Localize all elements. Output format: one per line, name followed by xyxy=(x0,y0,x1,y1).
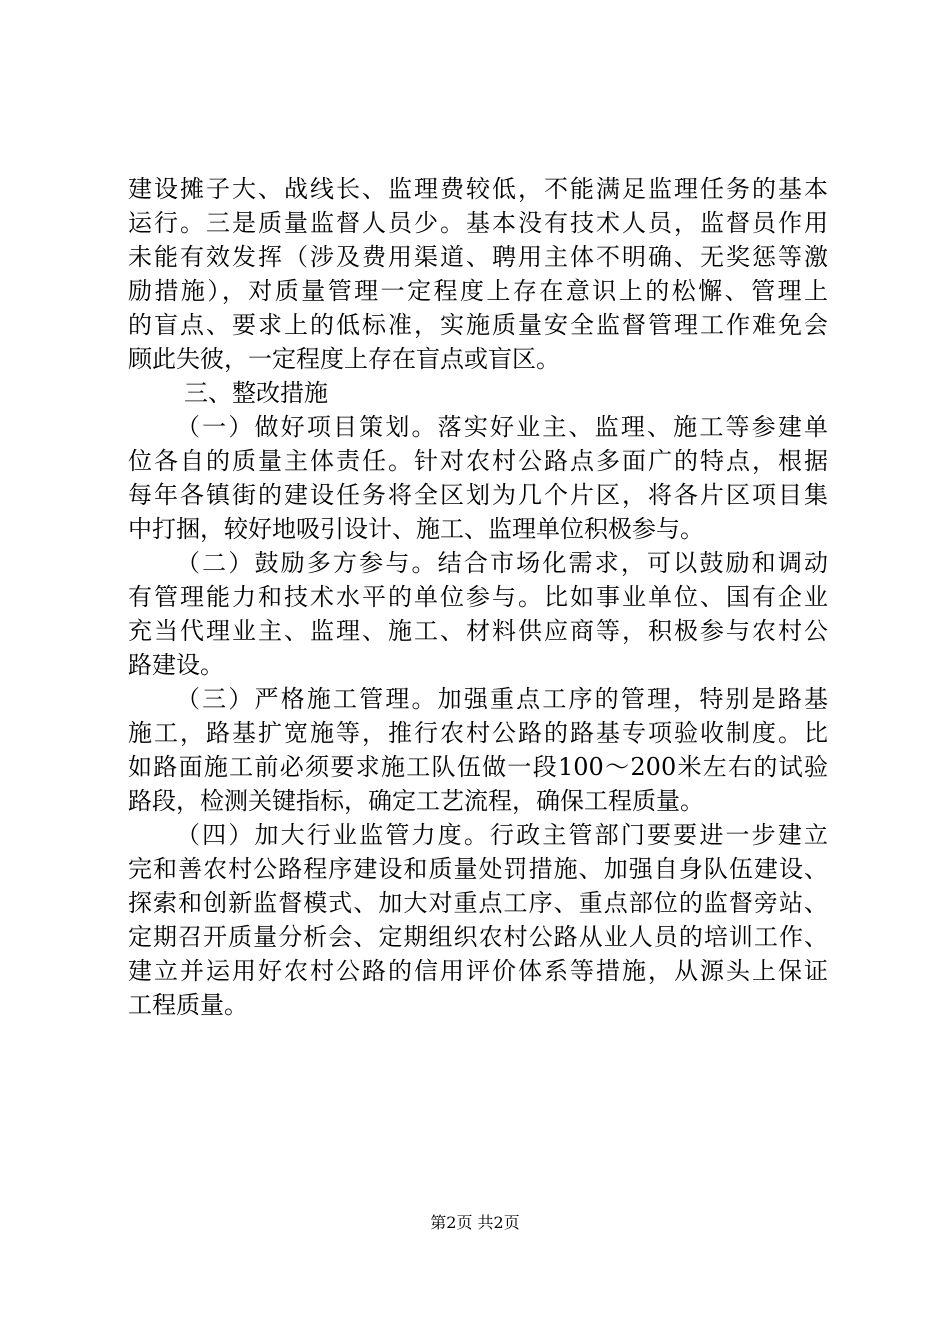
text-line: 路建设。 xyxy=(128,651,224,679)
text-line: 充当代理业主、监理、施工、材料供应商等，积极参与农村公 xyxy=(128,617,828,645)
text-line: 的盲点、要求上的低标准，实施质量安全监督管理工作难免会 xyxy=(128,311,828,339)
text-line: 未能有效发挥（涉及费用渠道、聘用主体不明确、无奖惩等激 xyxy=(128,243,828,271)
text-line: 探索和创新监督模式、加大对重点工序、重点部位的监督旁站、 xyxy=(128,889,828,917)
text-line: 施工，路基扩宽施等，推行农村公路的路基专项验收制度。比 xyxy=(128,719,828,747)
text-line: 中打捆，较好地吸引设计、施工、监理单位积极参与。 xyxy=(128,515,704,543)
text-line: （一）做好项目策划。落实好业主、监理、施工等参建单 xyxy=(176,413,828,441)
text-line: 如路面施工前必须要求施工队伍做一段100～200米左右的试验 xyxy=(128,753,828,781)
text-line: 位各自的质量主体责任。针对农村公路点多面广的特点，根据 xyxy=(128,447,828,475)
document-body xyxy=(128,172,828,1022)
text-line: 建设摊子大、战线长、监理费较低，不能满足监理任务的基本 xyxy=(128,175,828,203)
section-heading: 三、整改措施 xyxy=(184,379,328,407)
text-line: 工程质量。 xyxy=(128,991,248,1019)
text-line: 顾此失彼，一定程度上存在盲点或盲区。 xyxy=(128,345,560,373)
text-line: （四）加大行业监管力度。行政主管部门要要进一步建立 xyxy=(176,821,828,849)
text-line: 路段，检测关键指标，确定工艺流程，确保工程质量。 xyxy=(128,787,704,815)
text-line: 每年各镇街的建设任务将全区划为几个片区，将各片区项目集 xyxy=(128,481,828,509)
text-line: 完和善农村公路程序建设和质量处罚措施、加强自身队伍建设、 xyxy=(128,855,828,883)
page-footer: 第2页 共2页 xyxy=(430,1213,520,1232)
text-line: 运行。三是质量监督人员少。基本没有技术人员，监督员作用 xyxy=(128,209,828,237)
text-line: 建立并运用好农村公路的信用评价体系等措施，从源头上保证 xyxy=(128,957,828,985)
text-line: （二）鼓励多方参与。结合市场化需求，可以鼓励和调动 xyxy=(176,549,828,577)
text-line: （三）严格施工管理。加强重点工序的管理，特别是路基 xyxy=(176,685,828,713)
text-line: 有管理能力和技术水平的单位参与。比如事业单位、国有企业 xyxy=(128,583,828,611)
text-line: 励措施），对质量管理一定程度上存在意识上的松懈、管理上 xyxy=(128,277,828,305)
text-line: 定期召开质量分析会、定期组织农村公路从业人员的培训工作、 xyxy=(128,923,828,951)
